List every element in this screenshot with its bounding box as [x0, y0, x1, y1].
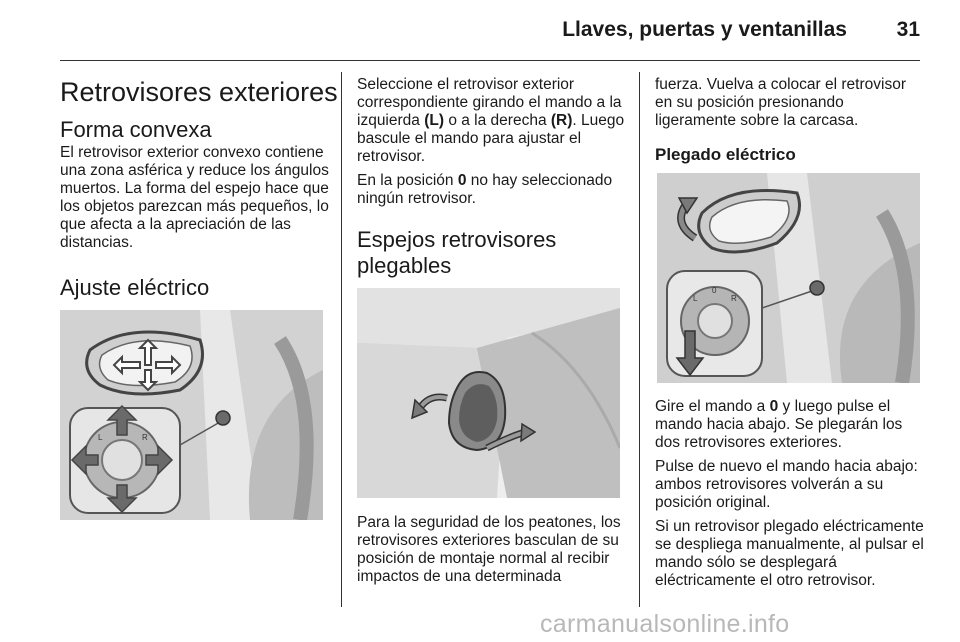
mirror-adjust-illustration — [60, 310, 323, 520]
text-run: y luego pulse el mando hacia abajo. Se plegarán los dos retrovisores exteriores. — [655, 398, 903, 451]
knob-label-l: L — [98, 433, 103, 442]
select-mirror-text — [357, 76, 627, 166]
label-right-bold: (R) — [550, 112, 573, 129]
label-left-bold: (L) — [424, 112, 445, 129]
unfold-instruction-text: Pulse de nuevo el mando hacia abajo: ambos retrovisores volverán a su posición original. — [655, 458, 918, 511]
knob-label-r-2: R — [731, 294, 737, 303]
text-run: En la posición — [357, 172, 458, 189]
folding-mirror-illustration — [357, 288, 620, 498]
electric-folding-illustration — [657, 173, 920, 383]
folding-text: Para la seguridad de los peatones, los retrovisores exteriores basculan de su posición de montaje normal al recibir impactos de una determinada — [357, 514, 621, 585]
page-number: 31 — [896, 18, 920, 41]
position-zero-bold: 0 — [769, 398, 779, 415]
column-divider-1 — [341, 72, 342, 607]
subsection-title-electric-adjust: Ajuste eléctrico — [60, 275, 210, 300]
watermark: carmanualsonline.info — [540, 610, 790, 638]
text-run: . Luego bascule el mando para ajustar el retrovisor. — [357, 112, 625, 165]
running-header: Llaves, puertas y ventanillas — [562, 18, 847, 41]
convex-paragraph — [60, 144, 330, 258]
manual-unfold-text: Si un retrovisor plegado eléctricamente se despliega manualmente, al pulsar el mando sólo se desplegará eléctricamente el otro retrovisor. — [655, 518, 924, 589]
knob-label-0-2: 0 — [712, 286, 717, 295]
reposition-paragraph — [655, 76, 923, 136]
subsection-title-convex: Forma convexa — [60, 117, 212, 142]
position-zero-bold: 0 — [457, 172, 467, 189]
position-zero-text — [357, 172, 627, 208]
subsection-title-electric-folding: Plegado eléctrico — [655, 145, 796, 164]
knob-label-r: R — [142, 433, 148, 442]
text-run: no hay seleccionado ningún retrovisor. — [357, 172, 613, 207]
header-divider — [60, 60, 920, 61]
electric-folding-paragraphs — [655, 398, 925, 596]
text-run: Seleccione el retrovisor exterior correspondiente girando el mando a la izquierda — [357, 76, 622, 129]
section-title: Retrovisores exteriores — [60, 77, 338, 107]
text-run: o a la derecha — [444, 112, 551, 129]
folding-paragraph — [357, 514, 627, 592]
column-divider-2 — [639, 72, 640, 607]
electric-folding-drawing — [657, 173, 920, 383]
convex-text: El retrovisor exterior convexo contiene una zona asférica y reduce los ángulos muertos. La forma del espejo hace que los objetos parezcan más pequeños, lo que afecta a la apreciación de las distancias. — [60, 144, 329, 251]
knob-label-l-2: L — [693, 294, 698, 303]
subsection-title-folding: Espejos retrovisores plegables — [357, 227, 557, 278]
text-run: Gire el mando a — [655, 398, 770, 415]
folding-mirror-drawing — [357, 288, 620, 498]
fold-instruction-text — [655, 398, 925, 452]
mirror-adjust-drawing — [60, 310, 323, 520]
reposition-text: fuerza. Vuelva a colocar el retrovisor en su posición presionando ligeramente sobre la carcasa. — [655, 76, 906, 129]
select-mirror-paragraph — [357, 76, 627, 214]
